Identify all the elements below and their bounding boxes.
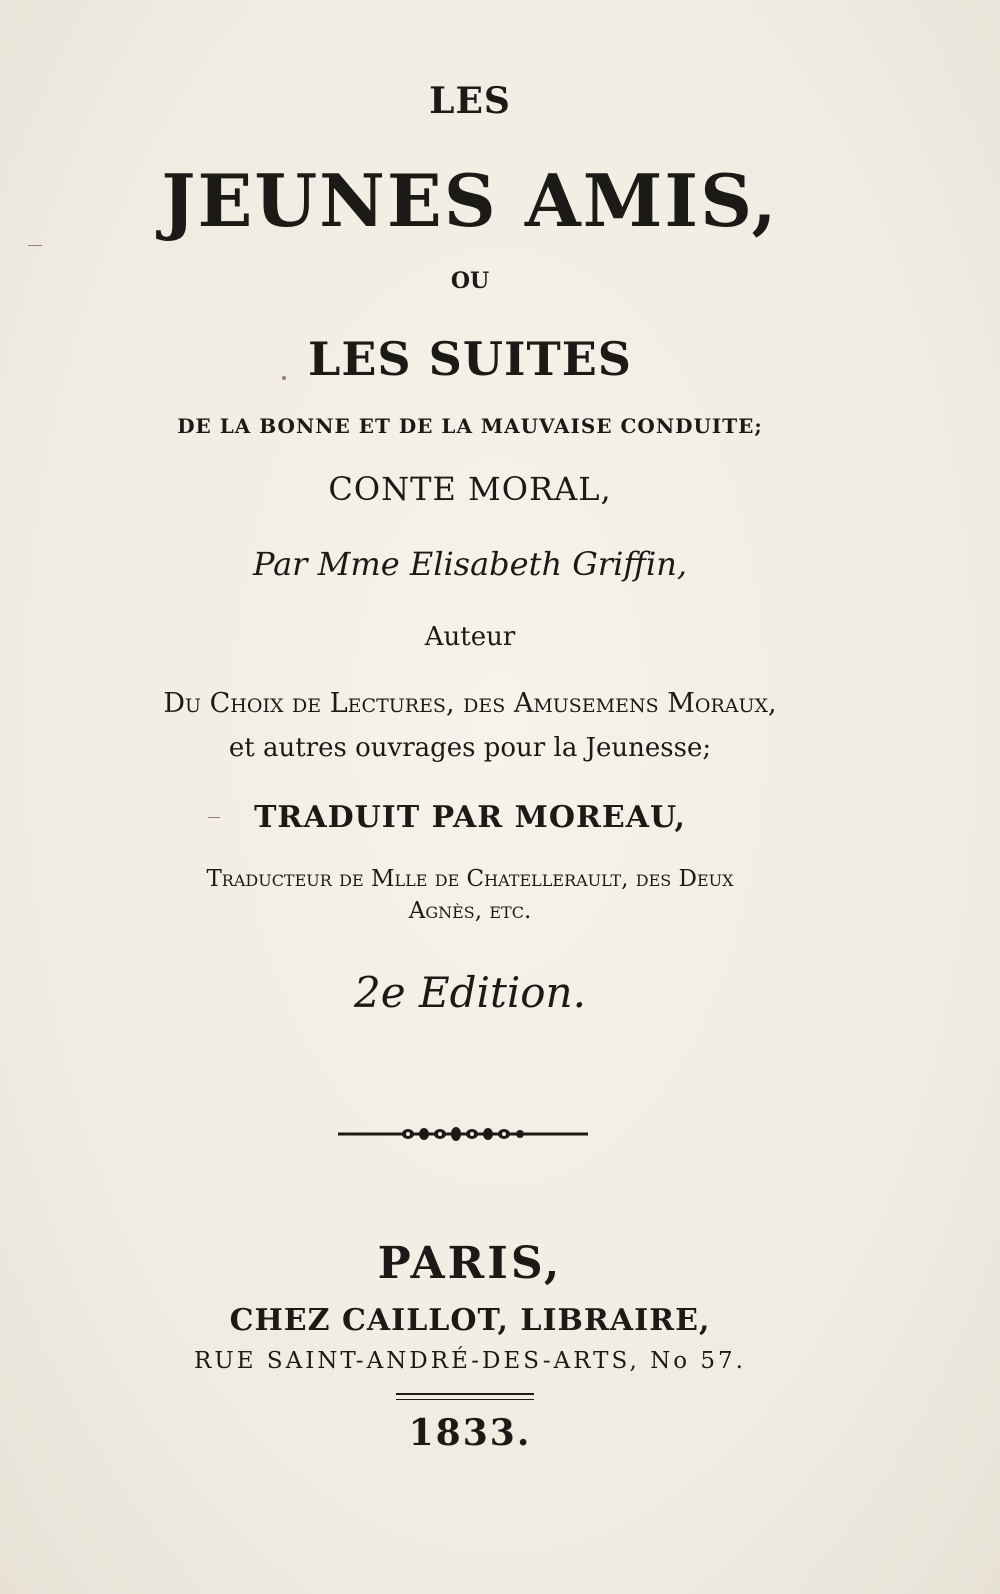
imprint-city: PARIS, bbox=[377, 1238, 563, 1289]
conjunction-ou: OU bbox=[450, 268, 490, 294]
auteur-label: Auteur bbox=[424, 622, 516, 652]
author-line: Par Mme Elisabeth Griffin, bbox=[252, 545, 688, 583]
translator-works-line-1: Traducteur de Mlle de Chatellerault, des Deux bbox=[206, 866, 734, 892]
imprint-rule-bottom bbox=[396, 1399, 534, 1400]
paper-mark bbox=[208, 817, 220, 818]
imprint-publisher: CHEZ CAILLOT, LIBRAIRE, bbox=[229, 1303, 711, 1338]
translator-credit: TRADUIT PAR MOREAU, bbox=[254, 800, 686, 835]
genre-label: CONTE MORAL, bbox=[328, 470, 612, 508]
main-title: JEUNES AMIS, bbox=[161, 158, 779, 243]
imprint-year: 1833. bbox=[408, 1412, 532, 1454]
imprint-address: RUE SAINT-ANDRÉ-DES-ARTS, No 57. bbox=[194, 1348, 746, 1374]
ornament-divider bbox=[338, 1123, 588, 1145]
paper-mark bbox=[282, 376, 286, 380]
heading-les: LES bbox=[429, 80, 511, 122]
subtitle: LES SUITES bbox=[307, 332, 632, 386]
author-works-line-2: et autres ouvrages pour la Jeunesse; bbox=[228, 733, 712, 763]
author-works-line-1: Du Choix de Lectures, des Amusemens Moraux, bbox=[163, 688, 777, 719]
paper-mark bbox=[28, 245, 42, 246]
translator-works-line-2: Agnès, etc. bbox=[408, 898, 532, 924]
subtitle-continuation: DE LA BONNE ET DE LA MAUVAISE CONDUITE; bbox=[177, 414, 763, 438]
imprint-rule-top bbox=[396, 1393, 534, 1395]
edition-label: 2e Edition. bbox=[354, 968, 586, 1017]
